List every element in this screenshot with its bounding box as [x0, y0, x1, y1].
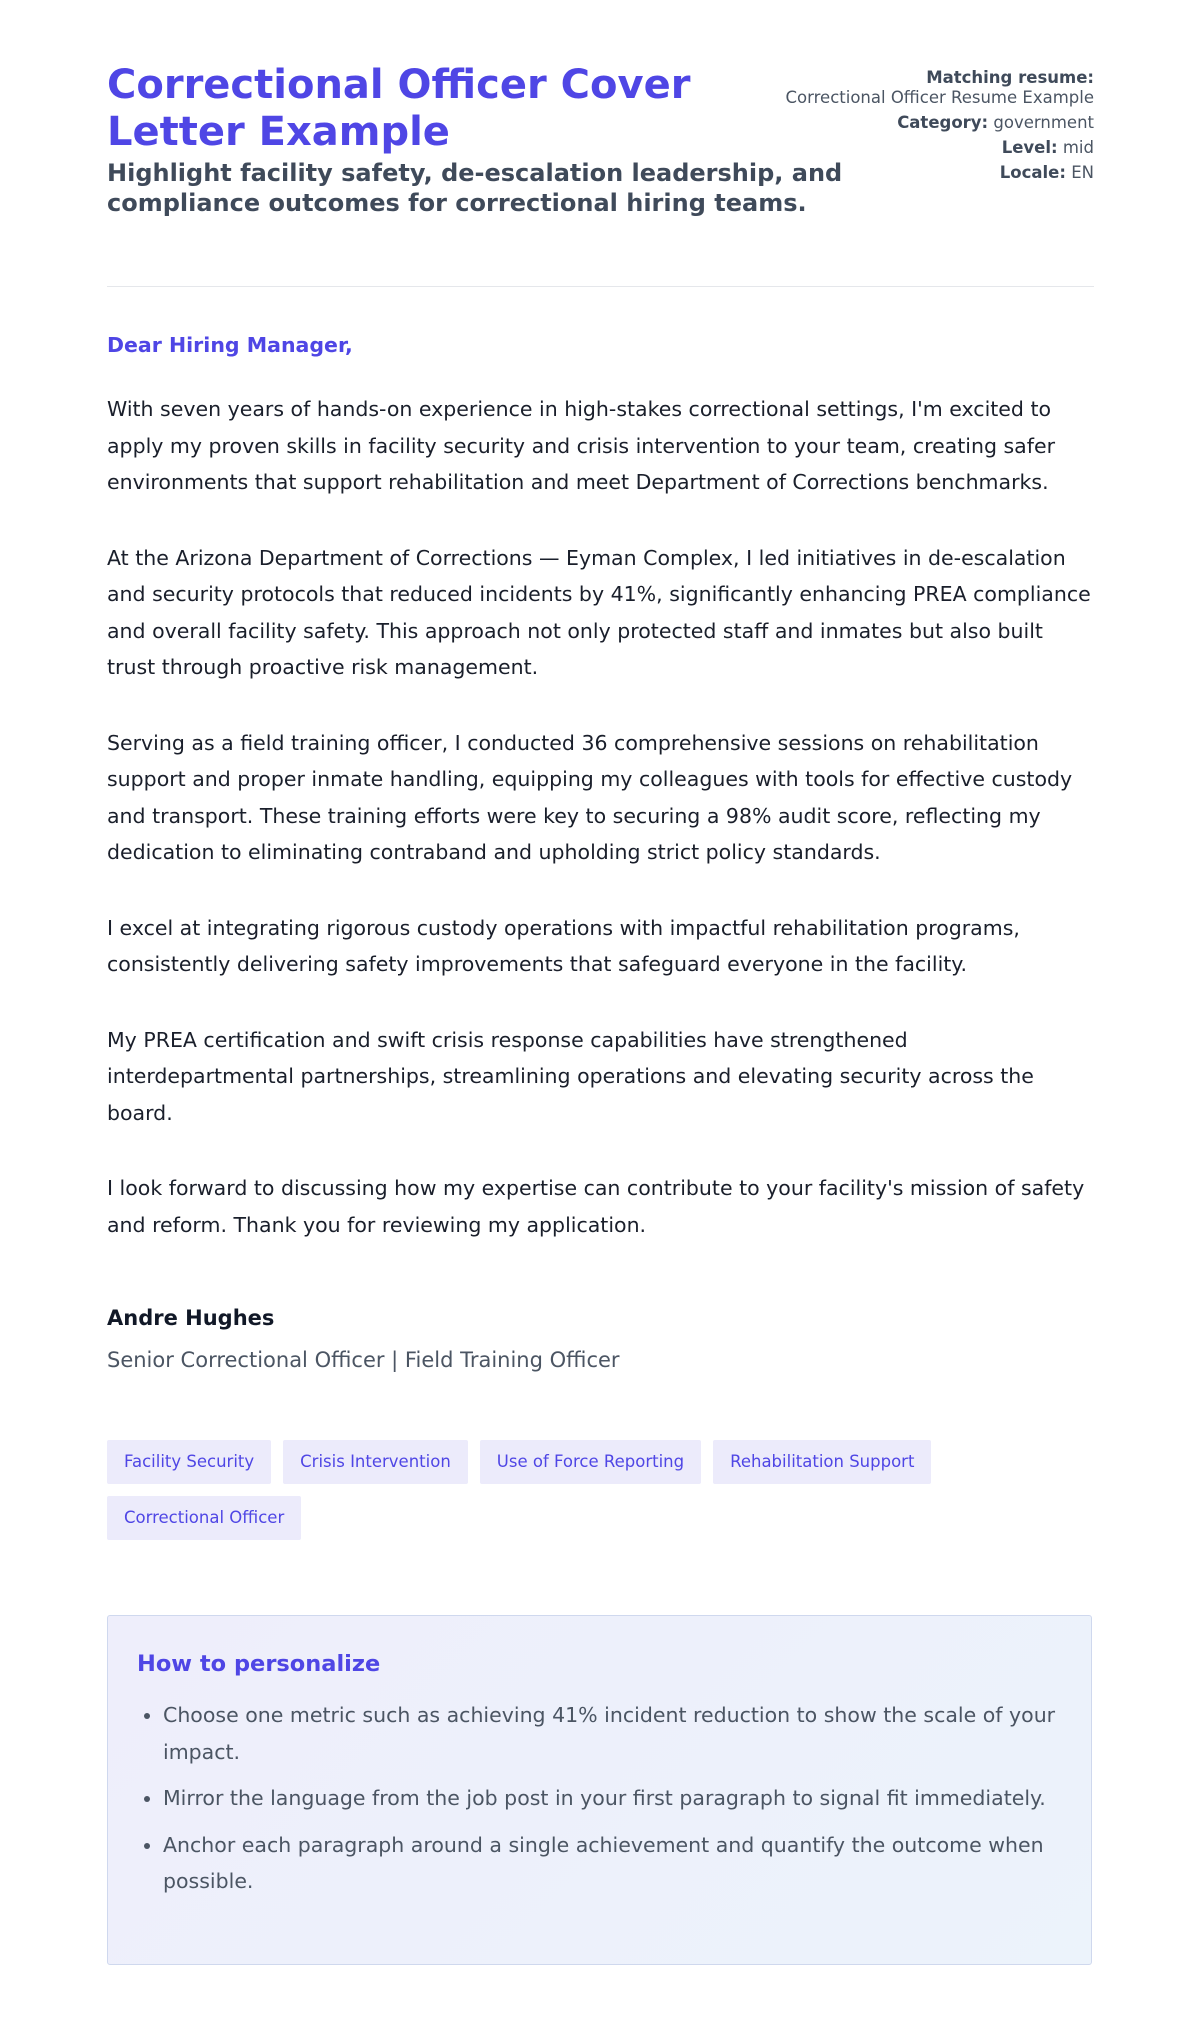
page-header	[107, 0, 1094, 287]
category-label: Category:	[897, 113, 989, 132]
skill-tag[interactable]: Correctional Officer	[107, 1496, 301, 1540]
locale-value: EN	[1071, 163, 1094, 182]
skill-tags	[107, 1440, 1094, 1540]
letter-paragraph: I look forward to discussing how my expertise can contribute to your facility's mission of safety and reform. Thank you for reviewing my application.	[107, 1176, 1085, 1237]
locale-label: Locale:	[999, 163, 1066, 182]
level-value: mid	[1062, 138, 1094, 157]
meta-level	[774, 138, 1094, 158]
tip-item: • Anchor each paragraph around a single achievement and quantify the outcome when possible.	[163, 1827, 1063, 1900]
meta-locale	[774, 163, 1094, 183]
meta-category	[774, 113, 1094, 133]
skill-tag[interactable]: Rehabilitation Support	[713, 1440, 931, 1484]
letter-greeting: Dear Hiring Manager,	[107, 333, 353, 357]
skill-tag[interactable]: Crisis Intervention	[283, 1440, 468, 1484]
matching-resume-link[interactable]: Correctional Officer Resume Example	[785, 88, 1094, 107]
level-label: Level:	[1001, 138, 1058, 157]
signature-name: Andre Hughes	[107, 1306, 275, 1330]
letter-paragraph: With seven years of hands-on experience in high-stakes correctional settings, I'm excited to apply my proven skills in facility security and crisis intervention to your team, creating safer environments that support rehabilitation and meet Department of Corrections benchmarks.	[107, 397, 1056, 494]
letter-body	[107, 391, 1094, 1282]
category-value: government	[993, 113, 1094, 132]
matching-resume-label: Matching resume:	[926, 68, 1094, 87]
letter-paragraph: I excel at integrating rigorous custody operations with impactful rehabilitation programs, consistently delivering safety improvements that safeguard everyone in the facility.	[107, 915, 1020, 976]
signature-title: Senior Correctional Officer | Field Training Officer	[107, 1348, 620, 1372]
letter-paragraph: Serving as a field training officer, I conducted 36 comprehensive sessions on rehabilitation support and proper inmate handling, equipping my colleagues with tools for effective custody and transport. These training efforts were key to securing a 98% audit score, reflecting my dedication to eliminating contraband and upholding strict policy standards.	[107, 730, 1073, 864]
personalize-tips-box	[107, 1615, 1092, 1965]
skill-tag[interactable]: Use of Force Reporting	[480, 1440, 701, 1484]
meta-panel	[774, 68, 1094, 188]
skill-tag[interactable]: Facility Security	[107, 1440, 271, 1484]
tip-item: • Mirror the language from the job post in your first paragraph to signal fit immediately.	[163, 1780, 1063, 1817]
tips-heading: How to personalize	[137, 1651, 381, 1677]
matching-resume	[774, 68, 1094, 108]
tip-item: • Choose one metric such as achieving 41% incident reduction to show the scale of your impact.	[163, 1697, 1063, 1770]
cover-letter-page	[107, 0, 1094, 1893]
tips-list	[137, 1697, 1063, 1910]
letter-paragraph: At the Arizona Department of Corrections — Eyman Complex, I led initiatives in de-escalation and security protocols that reduced incidents by 41%, significantly enhancing PREA compliance and overall facility safety. This approach not only protected staff and inmates but also built trust through proactive risk management.	[107, 545, 1091, 679]
page-title: Correctional Officer Cover Letter Example	[107, 62, 691, 155]
page-subtitle: Highlight facility safety, de-escalation leadership, and compliance outcomes for correctional hiring teams.	[107, 159, 843, 217]
letter-paragraph: My PREA certification and swift crisis response capabilities have strengthened interdepartmental partnerships, streamlining operations and elevating security across the board.	[107, 1027, 1034, 1125]
